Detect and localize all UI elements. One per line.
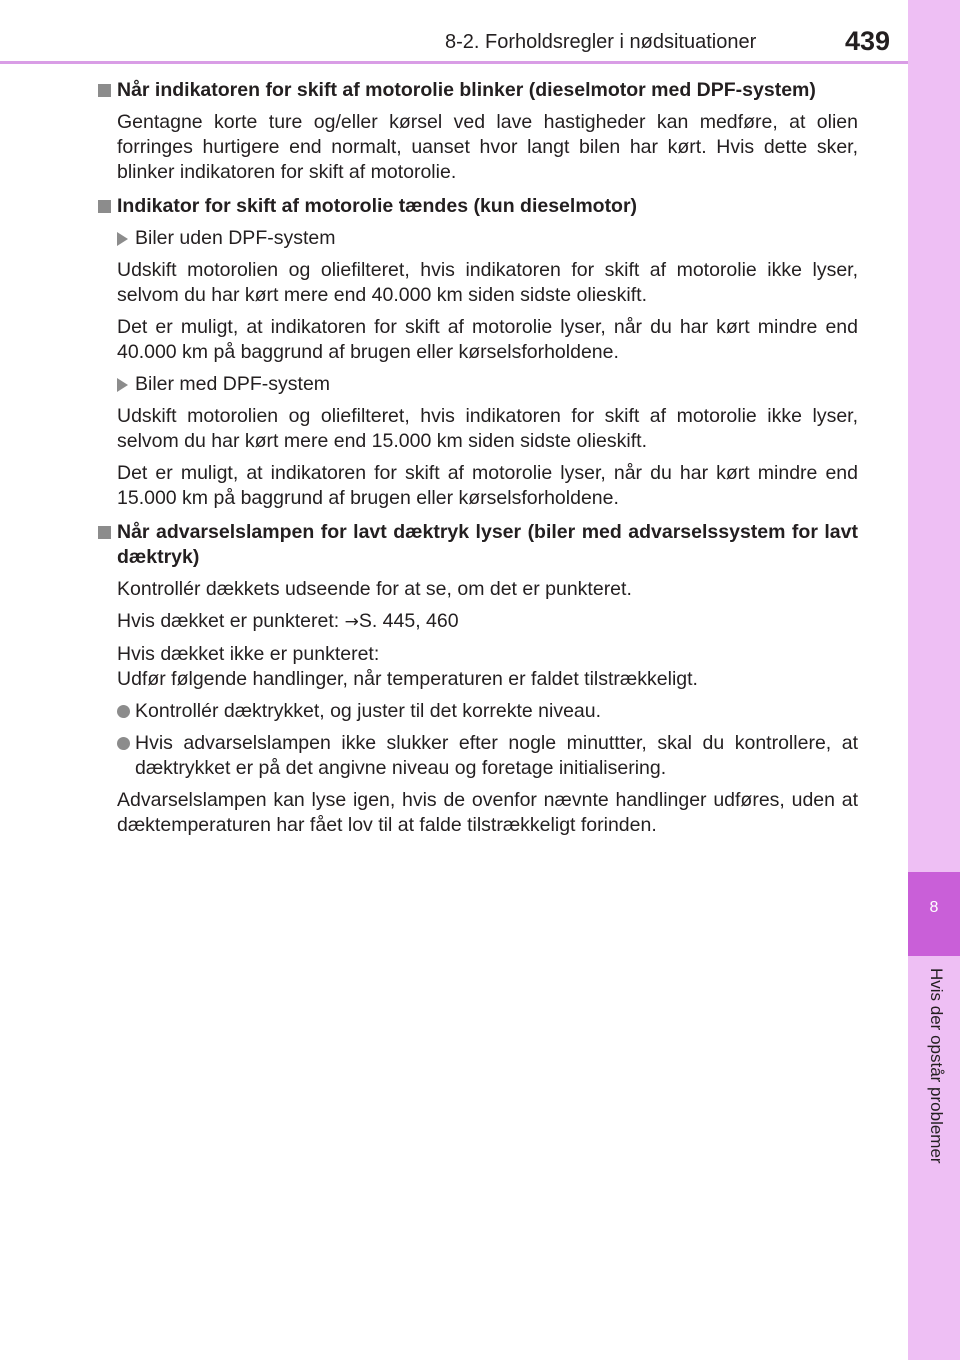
page-number: 439 <box>845 26 891 56</box>
circle-bullet-icon <box>117 737 130 750</box>
paragraph: Gentagne korte ture og/eller kørsel ved lave hastigheder kan medføre, at olien forringes hurtigere end normalt, uanset hvor langt bilen har kørt. Hvis dette sker, blinker indikatoren for skift af motorolie. <box>117 111 858 183</box>
list-item-text: Kontrollér dæktrykket, og juster til det korrekte niveau. <box>135 700 602 722</box>
page-reference-link[interactable]: S. 445, 460 <box>358 610 459 632</box>
paragraph-line: Hvis dækket ikke er punkteret: <box>117 643 380 665</box>
heading-text: Indikator for skift af motorolie tændes (kun dieselmotor) <box>117 195 638 217</box>
subheading-text: Biler uden DPF-system <box>135 227 336 249</box>
triangle-right-icon <box>117 232 128 246</box>
subheading-text: Biler med DPF-system <box>135 373 331 395</box>
section-heading <box>96 520 858 570</box>
arrow-right-icon: → <box>344 612 359 632</box>
chapter-tab <box>908 872 960 956</box>
chapter-number: 8 <box>929 899 939 916</box>
section-title: 8-2. Forholdsregler i nødsituationer <box>445 31 757 53</box>
paragraph: Det er muligt, at indikatoren for skift af motorolie lyser, når du har kørt mindre end 40.000 km på baggrund af brugen eller kørselsforholdene. <box>117 316 858 363</box>
section-heading <box>96 194 858 219</box>
paragraph <box>96 642 858 692</box>
list-item <box>96 699 858 724</box>
list-item-text: Hvis advarselslampen ikke slukker efter nogle minuttter, skal du kontrollere, at dæktrykket er på det angivne niveau og foretage initialisering. <box>135 732 858 779</box>
paragraph-line: Udfør følgende handlinger, når temperaturen er faldet tilstrækkeligt. <box>117 668 698 690</box>
paragraph: Kontrollér dækkets udseende for at se, om det er punkteret. <box>117 578 632 600</box>
paragraph: Advarselslampen kan lyse igen, hvis de ovenfor nævnte handlinger udføres, uden at dæktemperaturen har fået lov til at falde tilstrækkeligt forinden. <box>117 789 858 836</box>
header-rule <box>0 61 908 64</box>
square-bullet-icon <box>98 526 111 539</box>
square-bullet-icon <box>98 84 111 97</box>
square-bullet-icon <box>98 200 111 213</box>
heading-text: Når advarselslampen for lavt dæktryk lyser (biler med advarselssystem for lavt dæktryk) <box>117 521 858 568</box>
section-heading <box>96 78 858 103</box>
subheading <box>96 226 858 251</box>
chapter-title: Hvis der opstår problemer <box>927 968 946 1164</box>
paragraph: Det er muligt, at indikatoren for skift af motorolie lyser, når du har kørt mindre end 15.000 km på baggrund af brugen eller kørselsforholdene. <box>117 462 858 509</box>
heading-text: Når indikatoren for skift af motorolie blinker (dieselmotor med DPF-system) <box>117 79 816 101</box>
list-item <box>96 731 858 781</box>
triangle-right-icon <box>117 378 128 392</box>
paragraph: Udskift motorolien og oliefilteret, hvis indikatoren for skift af motorolie ikke lyser, selvom du har kørt mere end 40.000 km siden sidste olieskift. <box>117 259 858 306</box>
subheading <box>96 372 858 397</box>
page-content <box>96 78 858 838</box>
paragraph-text: Hvis dækket er punkteret: <box>117 610 345 632</box>
circle-bullet-icon <box>117 705 130 718</box>
paragraph: Udskift motorolien og oliefilteret, hvis indikatoren for skift af motorolie ikke lyser, selvom du har kørt mere end 15.000 km siden sidste olieskift. <box>117 405 858 452</box>
paragraph <box>96 609 858 635</box>
